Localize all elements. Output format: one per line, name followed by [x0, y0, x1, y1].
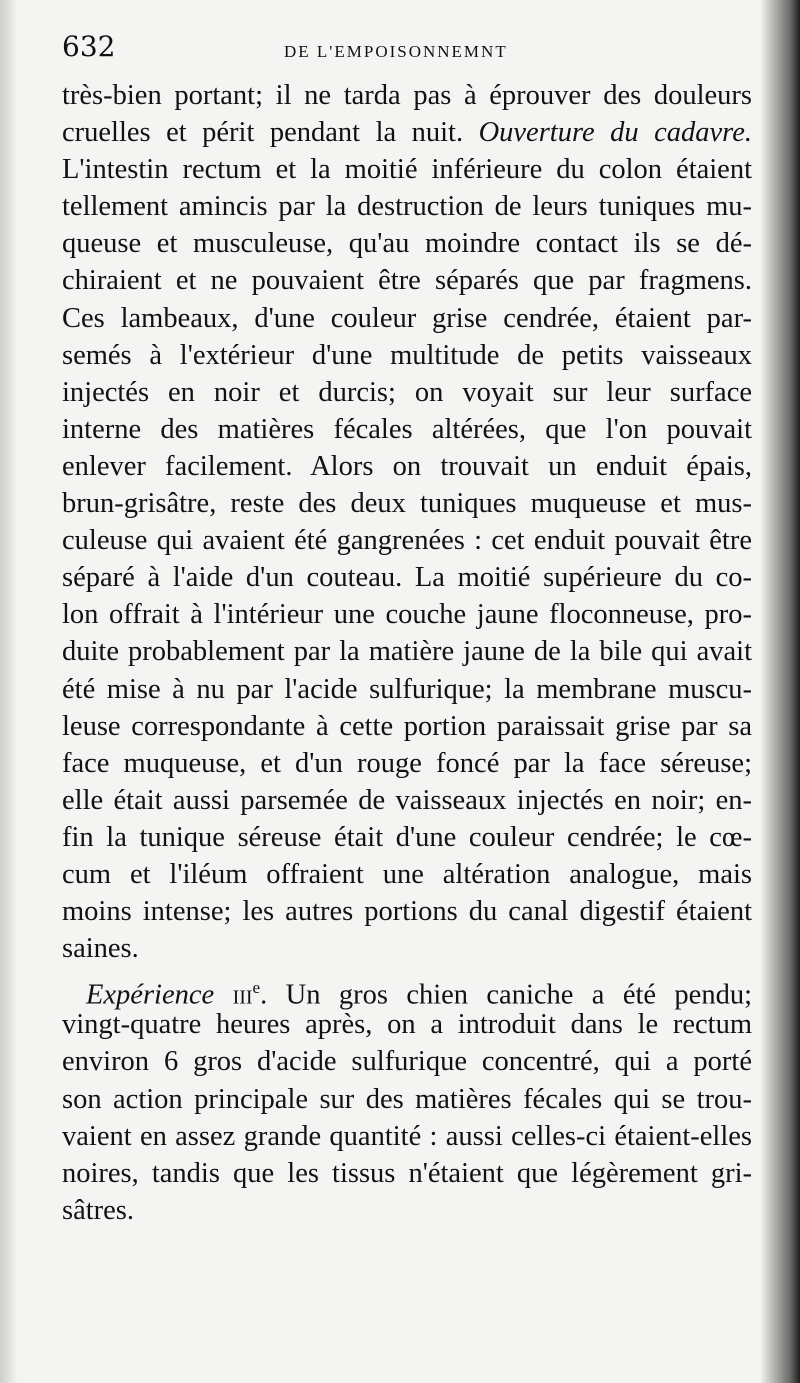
text-line: vingt-quatre heures après, on a introduit dans le rectum	[62, 1009, 752, 1041]
text-line: environ 6 gros d'acide sulfurique concentré, qui a porté	[62, 1046, 752, 1078]
experiment-ordinal: iii	[232, 979, 253, 1011]
text-line: culeuse qui avaient été gangrenées : cet enduit pouvait être	[62, 525, 752, 557]
text-line: son action principale sur des matières fécales qui se trou-	[62, 1083, 752, 1115]
text-line: interne des matières fécales altérées, que l'on pouvait	[62, 413, 752, 445]
text-line	[62, 114, 752, 151]
text-line-plain: cruelles et périt pendant la nuit.	[62, 117, 479, 149]
experiment-label: Expérience	[86, 979, 215, 1011]
text-line: noires, tandis que les tissus n'étaient que légèrement gri-	[62, 1157, 752, 1189]
page-gutter-shadow	[0, 0, 18, 1383]
text-line: chiraient et ne pouvaient être séparés que par fragmens.	[62, 265, 752, 297]
page-header	[62, 30, 752, 70]
text-line: saines.	[62, 933, 139, 965]
experiment-heading-line	[62, 969, 753, 1011]
running-head: DE L'EMPOISONNEMNT	[284, 42, 508, 61]
text-line: face muqueuse, et d'un rouge foncé par la face séreuse;	[62, 747, 752, 779]
section-title-italic: Ouverture du cadavre.	[478, 117, 752, 149]
text-line: brun-grisâtre, reste des deux tuniques muqueuse et mus-	[62, 488, 752, 520]
experiment-first-line: . Un gros chien caniche a été pendu;	[260, 979, 753, 1011]
page-edge-shadow	[760, 0, 800, 1383]
text-line: enlever facilement. Alors on trouvait un enduit épais,	[62, 450, 752, 482]
text-line: séparé à l'aide d'un couteau. La moitié supérieure du co-	[62, 562, 752, 594]
body-text	[62, 77, 752, 1229]
text-line: L'intestin rectum et la moitié inférieure du colon étaient	[62, 154, 752, 186]
text-line: leuse correspondante à cette portion paraissait grise par sa	[62, 710, 752, 742]
text-line: moins intense; les autres portions du canal digestif étaient	[62, 896, 752, 928]
text-line: très-bien portant; il ne tarda pas à éprouver des douleurs	[62, 80, 752, 111]
text-line: sâtres.	[62, 1194, 135, 1226]
text-line: été mise à nu par l'acide sulfurique; la membrane muscu-	[62, 673, 752, 705]
text-line: vaient en assez grande quantité : aussi celles-ci étaient-elles	[62, 1120, 752, 1152]
text-line: injectés en noir et durcis; on voyait sur leur surface	[62, 376, 752, 408]
page-number: 632	[62, 30, 116, 63]
experiment-ordinal-suffix: e	[252, 978, 261, 998]
text-line: semés à l'extérieur d'une multitude de petits vaisseaux	[62, 339, 752, 371]
text-line: tellement amincis par la destruction de leurs tuniques mu-	[62, 191, 752, 223]
text-line: cum et l'iléum offraient une altération analogue, mais	[62, 858, 752, 890]
text-line: duite probablement par la matière jaune de la bile qui avait	[62, 636, 752, 668]
text-line: fin la tunique séreuse était d'une couleur cendrée; le cœ-	[62, 821, 752, 853]
text-line: lon offrait à l'intérieur une couche jaune floconneuse, pro-	[62, 599, 752, 631]
text-line: queuse et musculeuse, qu'au moindre contact ils se dé-	[62, 228, 752, 260]
text-line: elle était aussi parsemée de vaisseaux injectés en noir; en-	[62, 784, 752, 816]
text-line: Ces lambeaux, d'une couleur grise cendrée, étaient par-	[62, 302, 752, 334]
